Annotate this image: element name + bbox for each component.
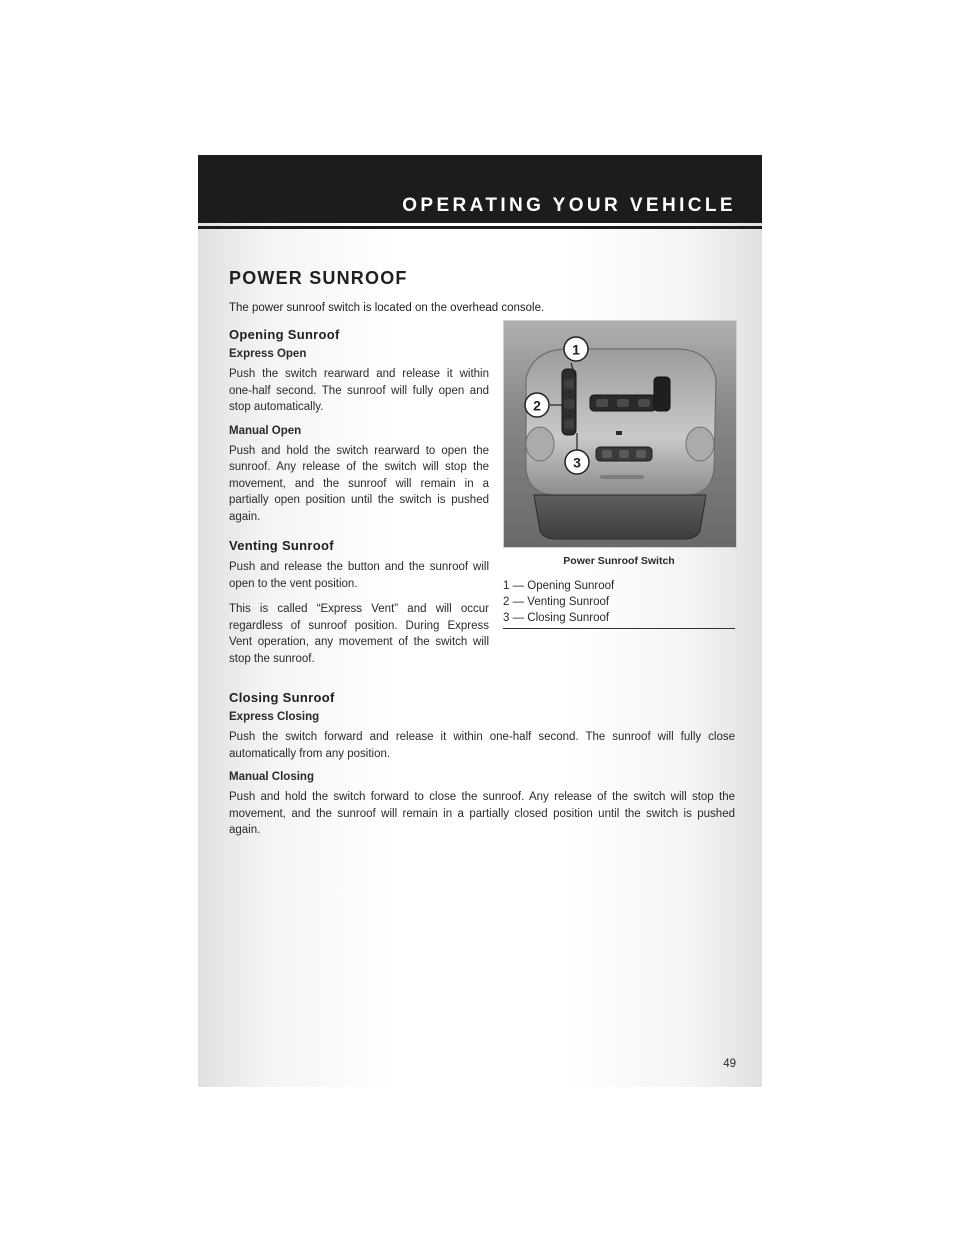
venting-text-1: Push and release the button and the sunroof will open to the vent position.	[229, 561, 489, 590]
header-band	[198, 155, 762, 223]
manual-closing-heading: Manual Closing	[229, 771, 314, 783]
section-intro: The power sunroof switch is located on the overhead console.	[229, 302, 545, 314]
svg-text:3: 3	[573, 454, 581, 471]
express-open-heading: Express Open	[229, 348, 307, 360]
express-open-text: Push the switch rearward and release it within one-half second. The sunroof will fully open and stop automatically.	[229, 368, 489, 413]
overhead-console-illustration	[504, 321, 736, 547]
figure-caption: Power Sunroof Switch	[563, 555, 675, 567]
venting-heading: Venting Sunroof	[229, 538, 334, 553]
svg-text:1: 1	[572, 341, 580, 358]
legend-item: 2 — Venting Sunroof	[503, 596, 610, 608]
legend-item: 1 — Opening Sunroof	[503, 580, 615, 592]
figure-legend	[503, 578, 735, 629]
callout-2	[525, 393, 549, 417]
manual-open-text: Push and hold the switch rearward to open the sunroof. Any release of the switch will stop the movement, and the sunroof will remain in a partially open position until the switch is pushed again.	[229, 444, 489, 523]
legend-item: 3 — Closing Sunroof	[503, 612, 610, 624]
closing-heading: Closing Sunroof	[229, 690, 335, 705]
left-column	[229, 327, 489, 676]
section-title: POWER SUNROOF	[229, 268, 408, 288]
manual-closing-text: Push and hold the switch forward to close the sunroof. Any release of the switch will stop the movement, and the sunroof will remain in a partially closed position until the switch is pushed again.	[229, 791, 735, 836]
express-closing-text: Push the switch forward and release it within one-half second. The sunroof will fully close automatically from any position.	[229, 731, 735, 760]
svg-text:2: 2	[533, 397, 541, 414]
callout-1	[564, 337, 588, 361]
closing-section	[229, 690, 735, 848]
page-number: 49	[723, 1058, 736, 1070]
manual-open-heading: Manual Open	[229, 424, 302, 437]
callout-3	[565, 450, 589, 474]
header-title: OPERATING YOUR VEHICLE	[402, 195, 736, 216]
express-closing-heading: Express Closing	[229, 711, 320, 723]
opening-heading: Opening Sunroof	[229, 327, 340, 342]
header-rule	[198, 226, 762, 229]
venting-text-2: This is called “Express Vent” and will occur regardless of sunroof position. During Express Vent operation, any movement of the switch will stop the sunroof.	[229, 603, 489, 665]
sunroof-switch-figure	[503, 320, 737, 548]
manual-page	[198, 155, 762, 1087]
